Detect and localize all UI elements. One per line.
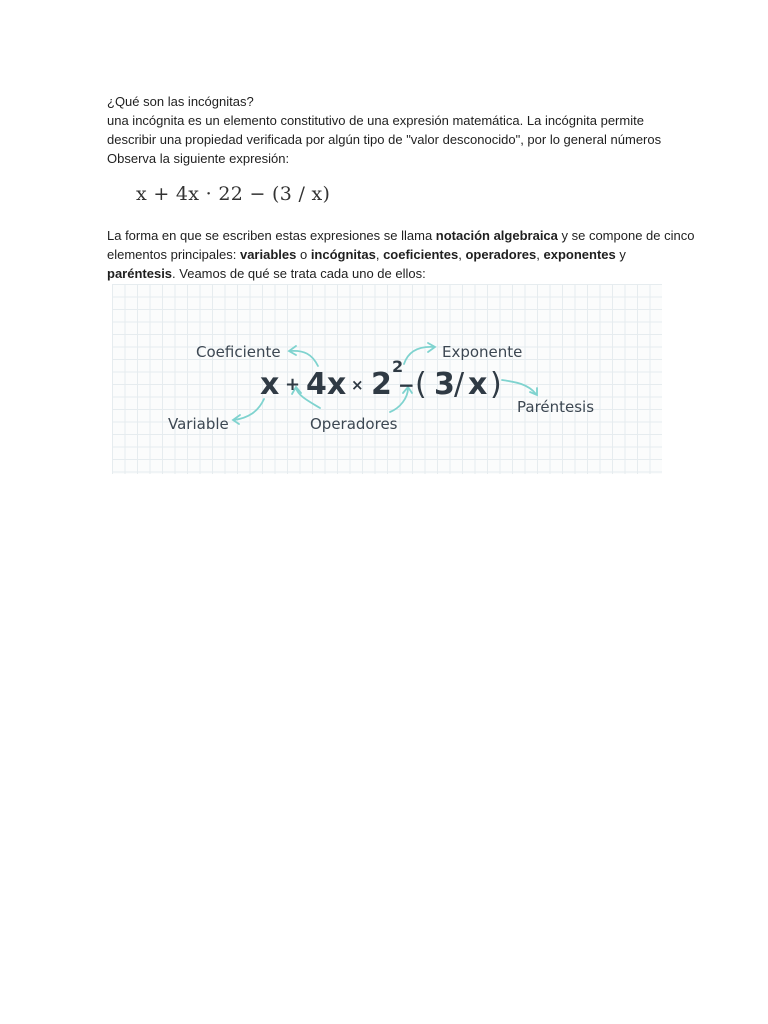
expr-plus-operator: + xyxy=(285,374,301,395)
notation-text: , xyxy=(536,247,544,262)
expr-variable-x: x xyxy=(260,367,280,402)
notation-text: La forma en que se escriben estas expresiones se llama xyxy=(107,228,436,243)
formula-expression: x + 4x · 22 − (3 / x) xyxy=(136,183,331,205)
intro-line-1: una incógnita es un elemento constitutivo de una expresión matemática. La incógnita permite xyxy=(107,113,644,128)
figure-canvas xyxy=(112,284,662,474)
term-exponentes: exponentes xyxy=(543,247,616,262)
notation-text: y se compone de cinco xyxy=(557,228,695,243)
label-operadores: Operadores xyxy=(310,415,398,433)
label-variable: Variable xyxy=(168,415,229,433)
label-parentesis: Paréntesis xyxy=(517,398,595,416)
intro-line-2: describir una propiedad verificada por algún tipo de "valor desconocido", por lo general números xyxy=(107,132,662,147)
term-parentesis: paréntesis xyxy=(107,266,173,281)
term-variables: variables xyxy=(239,247,297,262)
notation-text: o xyxy=(296,247,311,262)
term-coeficientes: coeficientes xyxy=(383,247,459,262)
notation-line-3 xyxy=(107,264,677,283)
intro-paragraph xyxy=(107,92,677,168)
notation-line-2 xyxy=(107,245,677,264)
term-notacion-algebraica: notación algebraica xyxy=(435,228,558,243)
expr-numerator-3: 3 xyxy=(434,367,455,402)
notation-text: , xyxy=(375,247,384,262)
expr-right-paren: ) xyxy=(490,367,502,402)
expr-slash-operator: / xyxy=(454,367,465,402)
expr-denominator-x: x xyxy=(468,367,488,402)
expr-minus-operator: − xyxy=(398,373,415,397)
expr-coefficient-4x: 4x xyxy=(306,367,347,402)
expr-base-2: 2 xyxy=(371,367,392,402)
notation-text: , xyxy=(458,247,466,262)
term-operadores: operadores xyxy=(465,247,537,262)
notation-text: y xyxy=(615,247,626,262)
term-incognitas: incógnitas xyxy=(310,247,376,262)
intro-line-3: Observa la siguiente expresión: xyxy=(107,151,290,166)
expr-exponent-2: 2 xyxy=(392,357,404,376)
algebraic-notation-figure xyxy=(112,284,662,474)
label-coeficiente: Coeficiente xyxy=(196,343,281,361)
expr-times-operator: × xyxy=(351,376,364,394)
notation-paragraph xyxy=(107,226,695,283)
notation-text: elementos principales: xyxy=(107,247,240,262)
intro-heading: ¿Qué son las incógnitas? xyxy=(107,94,254,109)
expr-left-paren: ( xyxy=(415,367,427,402)
notation-text: . Veamos de qué se trata cada uno de ellos: xyxy=(172,266,426,281)
label-exponente: Exponente xyxy=(442,343,523,361)
arrow-exponente xyxy=(404,347,434,364)
notation-line-1 xyxy=(107,226,695,245)
